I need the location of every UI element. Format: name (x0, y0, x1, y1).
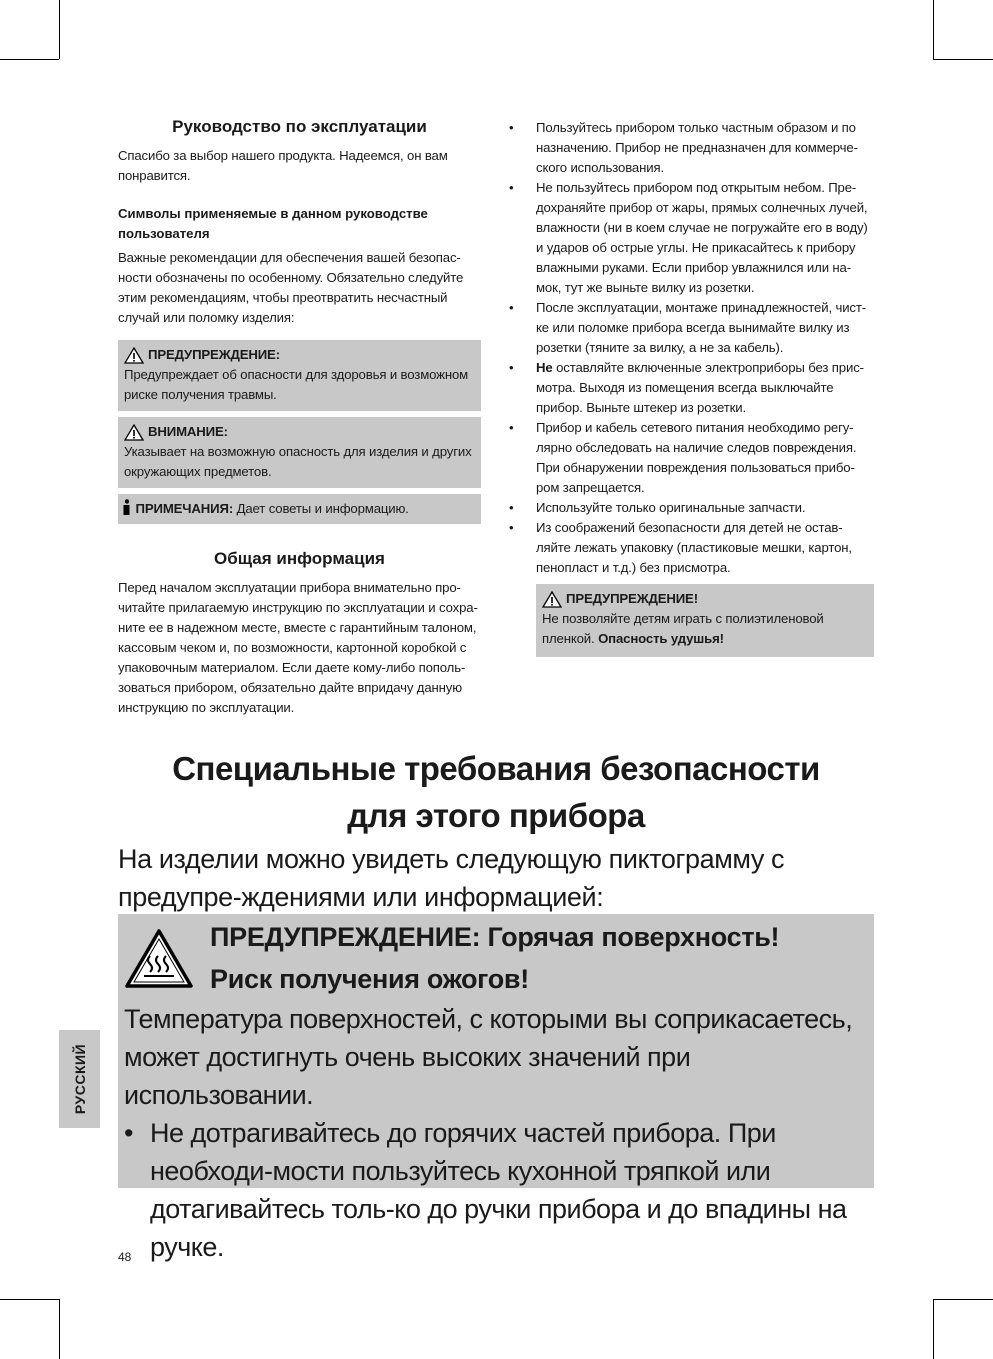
warning-text: Предупреждает об опасности для здоровья и возможном риске получения травмы. (124, 367, 469, 402)
attention-text: Указывает на возможную опасность для изделия и других окружающих предметов. (124, 444, 472, 479)
warning-box (118, 340, 481, 411)
crop-mark (59, 0, 60, 59)
crop-mark (933, 1299, 993, 1300)
safety-list (509, 118, 874, 578)
hot-surface-icon (124, 928, 194, 990)
children-warning-box (536, 584, 874, 657)
symbols-heading: Символы применяемые в данном руководстве пользователя (118, 206, 428, 241)
note-label: ПРИМЕЧАНИЯ: (135, 501, 234, 516)
attention-label: ВНИМАНИЕ: (148, 424, 228, 439)
hot-surface-body (124, 1000, 868, 1266)
warning-triangle-icon (124, 424, 144, 441)
list-item: • Пользуйтесь прибором только частным образом и по назначению. Прибор не предназначен для коммерче-ского использования. (509, 120, 858, 175)
list-item: • Не оставляйте включенные электроприборы без прис-мотра. Выходя из помещения всегда выключайте прибор. Выньте штекер из розетки. (509, 360, 864, 415)
crop-mark (933, 1299, 934, 1359)
thanks-text: Спасибо за выбор нашего продукта. Надеемся, он вам понравится. (118, 148, 448, 183)
section-title-manual: Руководство по эксплуатации (172, 117, 427, 136)
note-text: Дает советы и информацию. (233, 501, 409, 516)
language-label: РУССКИЙ (71, 1043, 88, 1115)
note-box (118, 494, 481, 524)
children-warning-text: Не позволяйте детям играть с полиэтиленовой пленкой. Опасность удушья! (542, 611, 824, 646)
page-number: 48 (118, 1250, 132, 1264)
list-item: • Не пользуйтесь прибором под открытым небом. Пре-дохраняйте прибор от жары, прямых солнечных лучей, влажности (ни в коем случае не погружайте его в воду) и ударов об острые углы. Не прикасайтесь к прибору влажными руками. Если прибор увлажнился или на-мок, тут же выньте вилку из розетки. (509, 180, 868, 295)
general-text: Перед началом эксплуатации прибора внимательно про-читайте прилагаемую инструкцию по эксплуатации и сохра-ните ее в надежном месте, вместе с гарантийным талоном, кассовым чеком и, по возможности, картонной коробкой с упаковочным материалом. Если даете кому-либо пополь-зоваться прибором, обязательно дайте впридачу данную инструкцию по эксплуатации. (118, 580, 478, 715)
list-item: • Прибор и кабель сетевого питания необходимо регу-лярно обследовать на наличие следов повреждения. При обнаружении повреждения пользоваться прибо-ром запрещается. (509, 420, 857, 495)
special-requirements-title: Специальные требования безопасности для этого прибора (172, 750, 820, 834)
warning-triangle-icon (124, 347, 144, 364)
warning-triangle-icon (542, 591, 562, 608)
crop-mark (0, 1299, 59, 1300)
list-item: • После эксплуатации, монтаже принадлежностей, чист-ке или поломке прибора всегда вынимайте вилку из розетки (тяните за вилку, а не за кабель). (509, 300, 866, 355)
crop-mark (933, 59, 993, 60)
section-title-general: Общая информация (214, 549, 385, 568)
hot-surface-warning-heading: ПРЕДУПРЕЖДЕНИЕ: Горячая поверхность! Риск получения ожогов! (210, 922, 780, 994)
list-item: • Используйте только оригинальные запчасти. (509, 500, 806, 515)
crop-mark (59, 1299, 60, 1359)
crop-mark (0, 59, 59, 60)
crop-mark (933, 0, 934, 59)
children-warning-label: ПРЕДУПРЕЖДЕНИЕ! (566, 591, 698, 606)
warning-label: ПРЕДУПРЕЖДЕНИЕ: (148, 347, 280, 362)
pictogram-intro: На изделии можно увидеть следующую пиктограмму с предупре-ждениями или информацией: (118, 844, 785, 912)
symbols-text: Важные рекомендации для обеспечения вашей безопас-ности обозначены по особенному. Обязательно следуйте этим рекомендациям, чтобы преотвратить несчастный случай или поломку изделия: (118, 250, 464, 325)
language-tab (59, 1030, 100, 1128)
list-item: • Не дотрагивайтесь до горячих частей прибора. При необходи-мости пользуйтесь кухонной тряпкой или дотагивайтесь толь-ко до ручки прибора и до впадины на ручке. (124, 1118, 847, 1262)
attention-box (118, 417, 481, 488)
right-column (509, 118, 874, 657)
hot-surface-text: Температура поверхностей, с которыми вы соприкасаетесь, может достигнуть очень высоких значений при использовании. (124, 1004, 853, 1110)
left-column (118, 116, 481, 718)
list-item: • Из соображений безопасности для детей не остав-ляйте лежать упаковку (пластиковые мешки, картон, пенопласт и т.д.) без присмотра. (509, 520, 852, 575)
info-icon (122, 499, 132, 516)
